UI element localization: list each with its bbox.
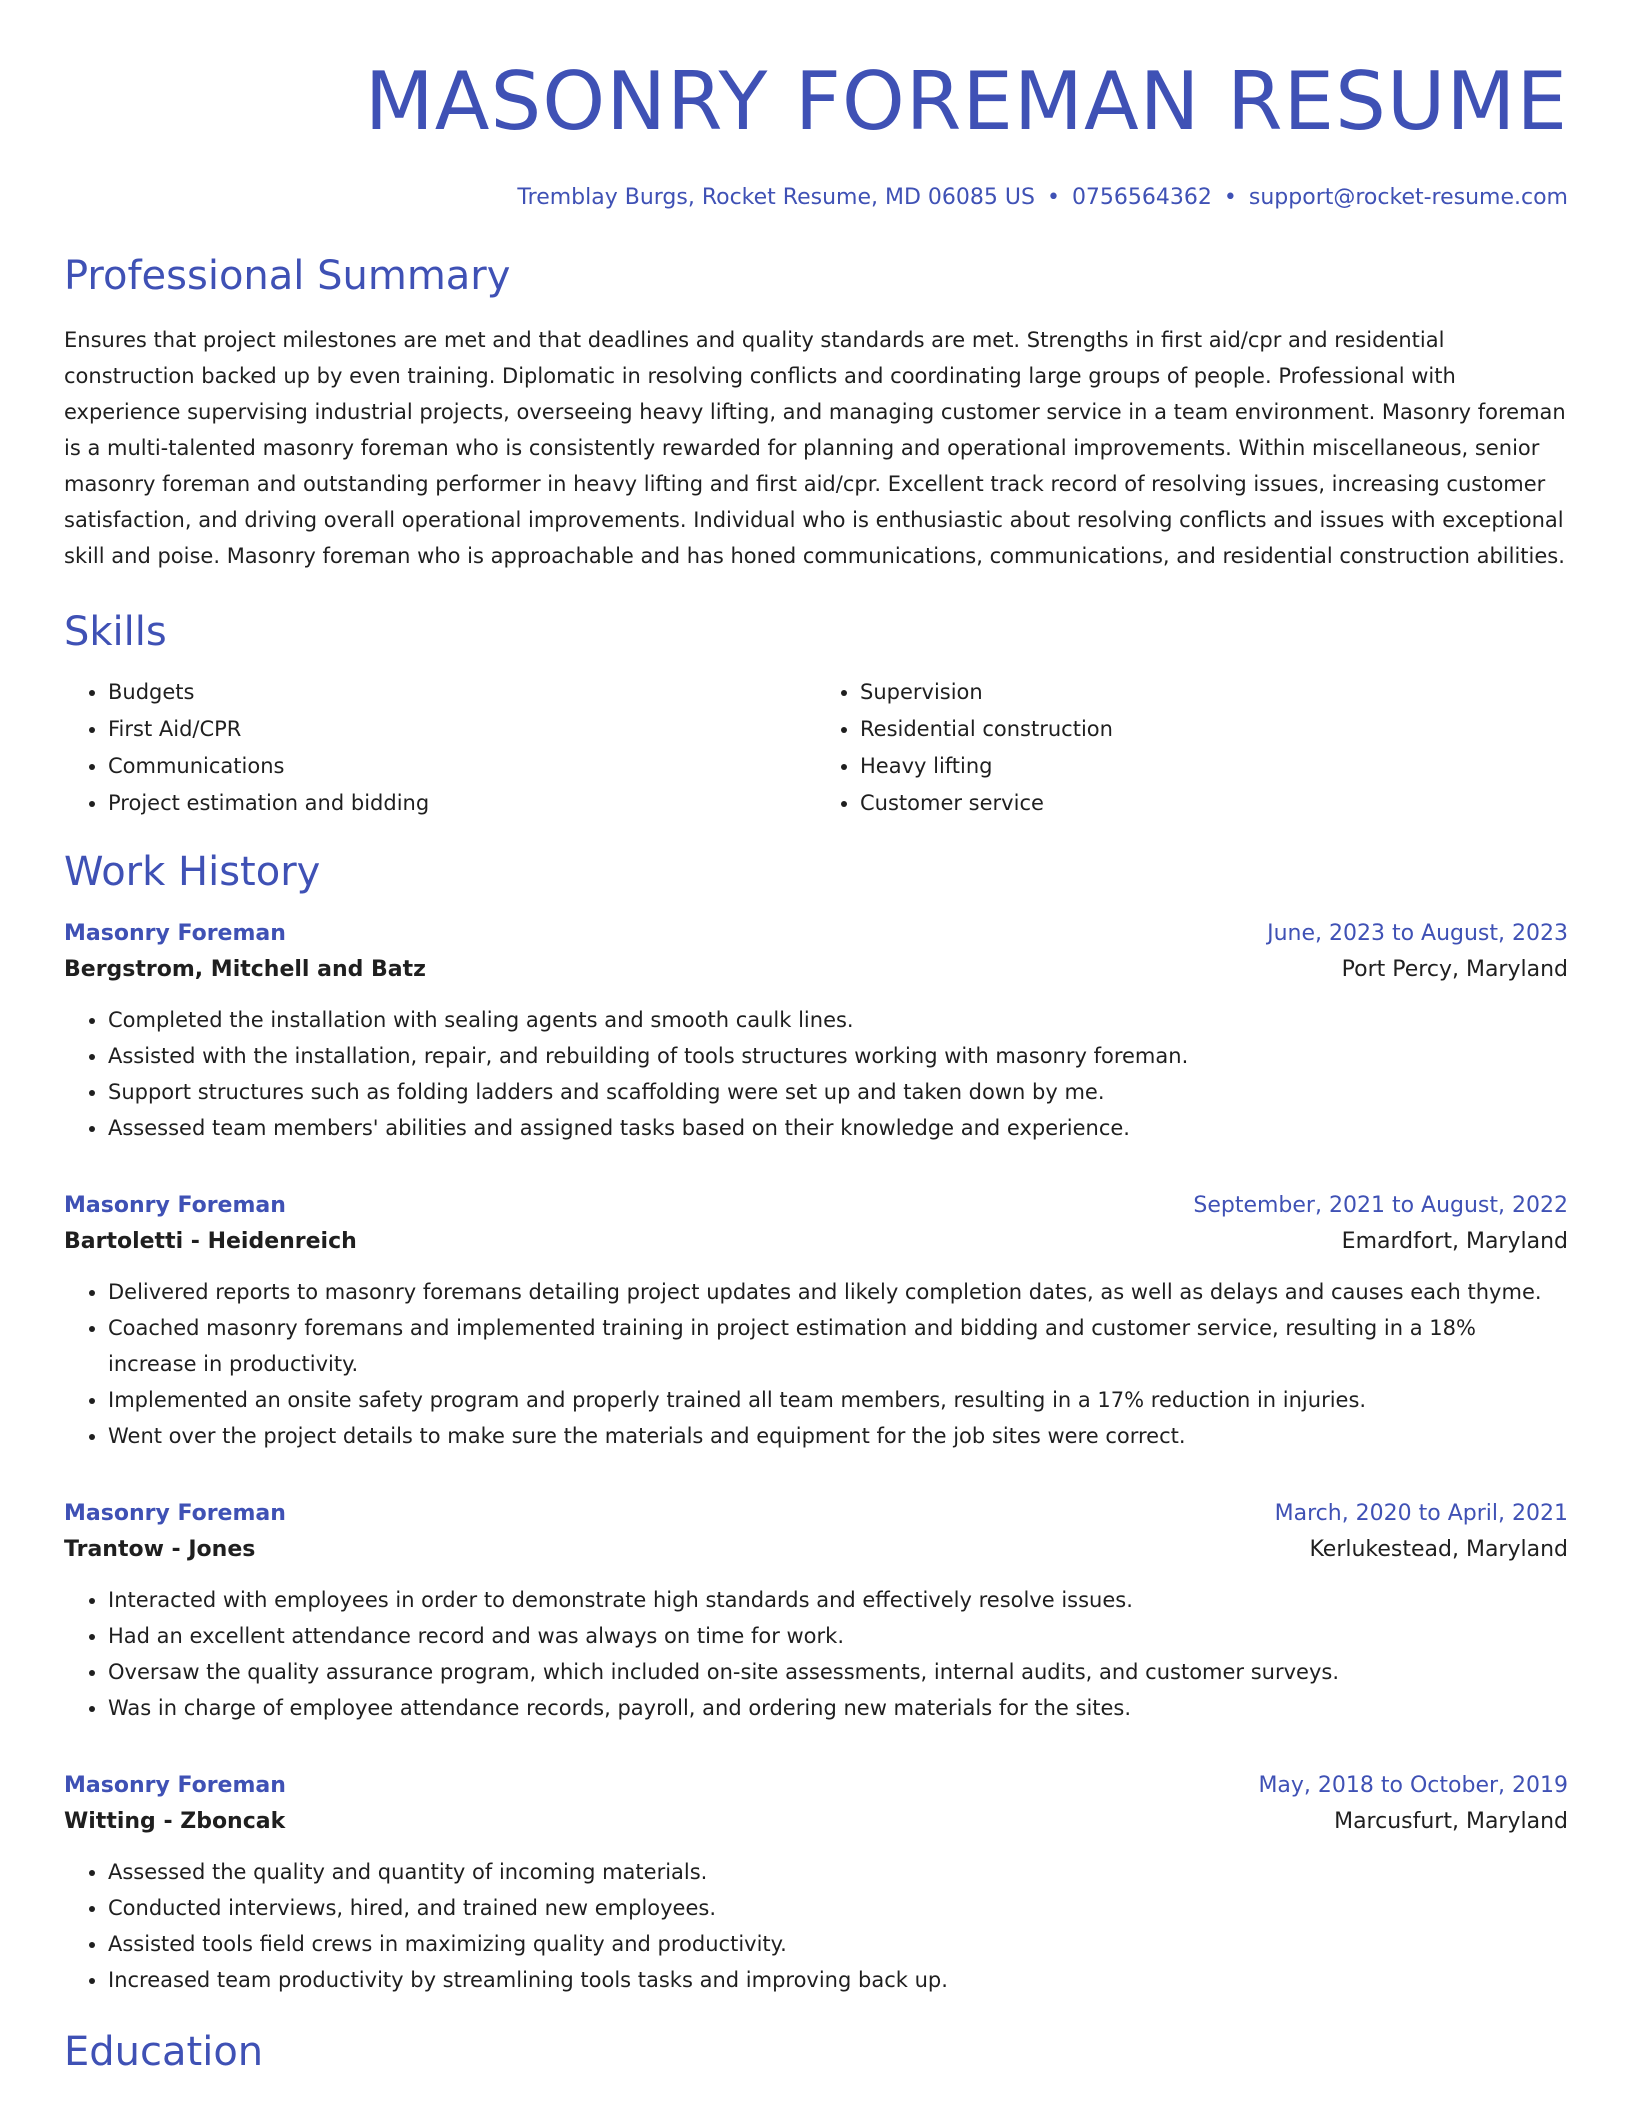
job-company: Bergstrom, Mitchell and Batz — [64, 957, 426, 982]
job-title: Masonry Foreman — [64, 1193, 286, 1218]
job-entry — [64, 1188, 1568, 1454]
job-company-row — [64, 1804, 1568, 1840]
job-entry — [64, 916, 1568, 1146]
skill-item: • First Aid/CPR — [108, 711, 816, 748]
skills-list-right — [816, 674, 1568, 822]
job-header-row — [64, 1768, 1568, 1804]
skills-heading: Skills — [64, 609, 167, 655]
contact-address: Tremblay Burgs, Rocket Resume, MD 06085 US — [517, 185, 1035, 210]
job-bullets — [64, 1002, 1568, 1146]
job-bullet: • Assessed team members' abilities and assigned tasks based on their knowledge and experience. — [108, 1110, 1568, 1146]
job-dates: September, 2021 to August, 2022 — [1193, 1193, 1568, 1218]
job-bullet: • Assisted with the installation, repair, and rebuilding of tools structures working with masonry foreman. — [108, 1038, 1568, 1074]
skill-item: • Budgets — [108, 674, 816, 711]
skill-item: • Heavy lifting — [860, 748, 1568, 785]
job-company-row — [64, 1224, 1568, 1260]
job-header-row — [64, 916, 1568, 952]
job-dates: May, 2018 to October, 2019 — [1258, 1773, 1568, 1798]
work-history-section — [64, 848, 1568, 1998]
contact-separator: • — [1046, 185, 1060, 210]
job-location: Marcusfurt, Maryland — [1334, 1809, 1568, 1834]
job-bullet: • Was in charge of employee attendance records, payroll, and ordering new materials for the sites. — [108, 1690, 1568, 1726]
job-location: Kerlukestead, Maryland — [1309, 1537, 1568, 1562]
job-bullet: • Had an excellent attendance record and was always on time for work. — [108, 1618, 1568, 1654]
job-bullets — [64, 1582, 1568, 1726]
skill-item: • Communications — [108, 748, 816, 785]
skill-item: • Residential construction — [860, 711, 1568, 748]
contact-line — [64, 184, 1568, 212]
job-header-row — [64, 1496, 1568, 1532]
skill-item: • Project estimation and bidding — [108, 785, 816, 822]
education-section — [64, 2028, 1568, 2076]
job-title: Masonry Foreman — [64, 1501, 286, 1526]
skills-section — [64, 608, 1568, 822]
job-bullet: • Support structures such as folding ladders and scaffolding were set up and taken down by me. — [108, 1074, 1568, 1110]
job-company: Trantow - Jones — [64, 1537, 256, 1562]
job-bullet: • Assessed the quality and quantity of incoming materials. — [108, 1854, 1568, 1890]
job-dates: June, 2023 to August, 2023 — [1267, 921, 1568, 946]
job-bullet: • Interacted with employees in order to demonstrate high standards and effectively resolve issues. — [108, 1582, 1568, 1618]
skill-item: • Supervision — [860, 674, 1568, 711]
job-title: Masonry Foreman — [64, 921, 286, 946]
resume-title: MASONRY FOREMAN RESUME — [364, 55, 1568, 148]
job-location: Port Percy, Maryland — [1341, 957, 1568, 982]
summary-text: Ensures that project milestones are met and that deadlines and quality standards are met. Strengths in first aid/cpr and residential construction backed up by even training. Diplomatic in resolving conflicts and coordinating large groups of people. Professional with experience supervising industrial projects, overseeing heavy lifting, and managing customer service in a team environment. Masonry foreman is a multi-talented masonry foreman who is consistently rewarded for planning and operational improvements. Within miscellaneous, senior masonry foreman and outstanding performer in heavy lifting and first aid/cpr. Excellent track record of resolving issues, increasing customer satisfaction, and driving overall operational improvements. Individual who is enthusiastic about resolving conflicts and issues with exceptional skill and poise. Masonry foreman who is approachable and has honed communications, communications, and residential construction abilities. — [64, 328, 1566, 568]
job-bullet: • Delivered reports to masonry foremans detailing project updates and likely completion dates, as well as delays and causes each thyme. — [108, 1274, 1568, 1310]
job-bullets — [64, 1274, 1568, 1454]
job-company-row — [64, 952, 1568, 988]
skills-grid — [64, 674, 1568, 822]
education-heading: Education — [64, 2029, 264, 2075]
job-title: Masonry Foreman — [64, 1773, 286, 1798]
job-bullet: • Completed the installation with sealing agents and smooth caulk lines. — [108, 1002, 1568, 1038]
job-bullet: • Went over the project details to make sure the materials and equipment for the job sites were correct. — [108, 1418, 1568, 1454]
job-company: Bartoletti - Heidenreich — [64, 1229, 357, 1254]
job-location: Emardfort, Maryland — [1341, 1229, 1568, 1254]
job-company: Witting - Zboncak — [64, 1809, 286, 1834]
resume-header — [64, 0, 1568, 212]
summary-heading: Professional Summary — [64, 253, 511, 299]
job-bullet: • Coached masonry foremans and implemented training in project estimation and bidding and customer service, resulting in a 18% increase in productivity. — [108, 1310, 1568, 1382]
contact-separator: • — [1223, 185, 1237, 210]
skills-list-left — [64, 674, 816, 822]
job-bullet: • Increased team productivity by streamlining tools tasks and improving back up. — [108, 1962, 1568, 1998]
job-entry — [64, 1496, 1568, 1726]
work-history-heading: Work History — [64, 849, 321, 895]
job-bullet: • Oversaw the quality assurance program, which included on-site assessments, internal audits, and customer surveys. — [108, 1654, 1568, 1690]
job-entry — [64, 1768, 1568, 1998]
job-bullet: • Implemented an onsite safety program and properly trained all team members, resulting in a 17% reduction in injuries. — [108, 1382, 1568, 1418]
job-company-row — [64, 1532, 1568, 1568]
job-bullet: • Assisted tools field crews in maximizing quality and productivity. — [108, 1926, 1568, 1962]
job-dates: March, 2020 to April, 2021 — [1274, 1501, 1568, 1526]
job-bullet: • Conducted interviews, hired, and trained new employees. — [108, 1890, 1568, 1926]
contact-phone: 0756564362 — [1071, 185, 1212, 210]
job-header-row — [64, 1188, 1568, 1224]
job-bullets — [64, 1854, 1568, 1998]
contact-email[interactable]: support@rocket-resume.com — [1248, 185, 1568, 210]
summary-section — [64, 252, 1568, 574]
skill-item: • Customer service — [860, 785, 1568, 822]
